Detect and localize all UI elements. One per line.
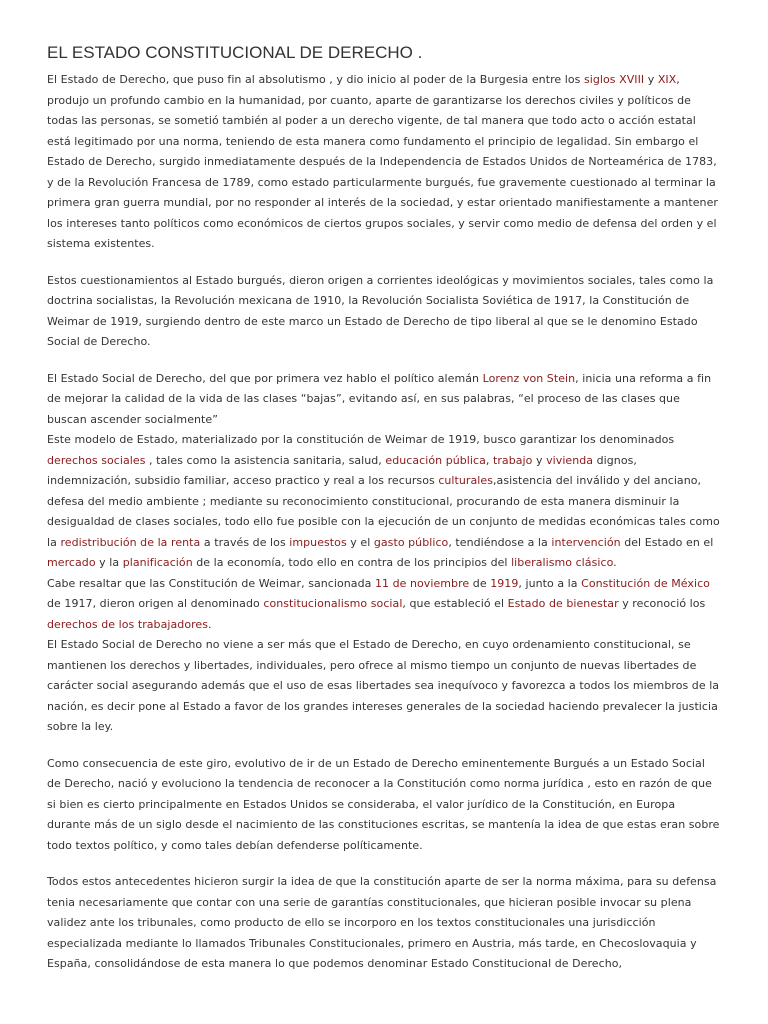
text-run: , junto a la	[518, 576, 582, 590]
inline-link[interactable]: 11 de noviembre	[374, 576, 470, 590]
document-body	[47, 70, 722, 975]
text-run: a través de los	[200, 535, 290, 549]
paragraph	[47, 369, 722, 431]
text-run: Estos cuestionamientos al Estado burgués, dieron origen a corrientes ideológicas y movimientos sociales, tales como la doctrina socialistas, la Revolución mexicana de 1910, la Revolución Socialista Soviética de 1917, la Constitución de Weimar de 1919, surgiendo dentro de este marco un Estado de Derecho de tipo liberal al que se le denomino Estado Social de Derecho.	[47, 273, 714, 348]
inline-link[interactable]: derechos de los trabajadores	[47, 617, 209, 631]
text-run: de	[469, 576, 491, 590]
inline-link[interactable]: 1919	[490, 576, 519, 590]
inline-link[interactable]: siglos XVIII	[583, 73, 645, 86]
text-run: El Estado de Derecho, que puso fin al absolutismo , y dio inicio al poder de la Burgesia entre los	[47, 73, 584, 86]
document-title: EL ESTADO CONSTITUCIONAL DE DERECHO .	[47, 43, 423, 62]
paragraph	[47, 754, 722, 857]
paragraph	[47, 271, 722, 353]
paragraph	[47, 635, 722, 738]
text-run: y la	[95, 556, 123, 569]
inline-link[interactable]: Estado de bienestar	[507, 597, 619, 610]
paragraph-gap	[47, 353, 722, 369]
inline-link[interactable]: trabajo	[493, 453, 533, 467]
paragraph-gap	[47, 255, 722, 271]
inline-link[interactable]: Constitución de México	[581, 576, 710, 590]
paragraph	[47, 430, 722, 574]
inline-link[interactable]: vivienda	[546, 453, 594, 467]
text-run: y reconoció los	[618, 597, 706, 610]
text-run: Cabe resaltar que las Constitución de Weimar, sancionada	[47, 576, 375, 590]
text-run: , tales como la asistencia sanitaria, salud,	[145, 453, 386, 467]
text-run: , tendiéndose a la	[448, 535, 552, 549]
text-run: del Estado en el	[620, 535, 714, 549]
inline-link[interactable]: gasto público	[373, 535, 449, 549]
text-run: El Estado Social de Derecho, del que por primera vez hablo el político alemán	[47, 371, 483, 385]
inline-link[interactable]: Lorenz von Stein	[482, 371, 576, 385]
inline-link[interactable]: derechos sociales	[47, 453, 146, 467]
inline-link[interactable]: educación pública	[385, 453, 486, 467]
text-run: y el	[346, 535, 374, 549]
text-run: .	[613, 556, 617, 569]
text-run: Este modelo de Estado, materializado por la constitución de Weimar de 1919, busco garantizar los denominados	[47, 433, 675, 446]
paragraph-gap	[47, 856, 722, 872]
text-run: , inicia una reforma a fin de mejorar la calidad de la vida de las clases “bajas”, evitando así, en sus palabras, “el proceso de las clases que buscan ascender socialmente”	[47, 371, 712, 426]
paragraph	[47, 70, 722, 255]
inline-link[interactable]: impuestos	[289, 535, 347, 549]
text-run: , produjo un profundo cambio en la humanidad, por cuanto, aparte de garantizarse los derechos civiles y políticos de todas las personas, se sometió también al poder a un derecho vigente, de tal manera que todo acto o acción estatal está legitimado por una norma, teniendo de esta manera como fundamento el principio de legalidad. Sin embargo el Estado de Derecho, surgido inmediatamente después de la Independencia de Estados Unidos de Norteamérica de 1783, y de la Revolución Francesa de 1789, como estado particularmente burgués, fue gravemente cuestionado al terminar la primera gran guerra mundial, por no responder al interés de la sociedad, y estar orientado manifiestamente a mantener los intereses tanto políticos como económicos de ciertos grupos sociales, y servir como medio de defensa del orden y el sistema existentes.	[47, 73, 718, 250]
text-run: ,asistencia del inválido y del anciano, defesa del medio ambiente ; mediante su reconocimiento constitucional, procurando de esta manera disminuir la desigualdad de clases sociales, todo ello fue posible con la ejecución de un conjunto de medidas económicas tales como la	[47, 474, 720, 549]
inline-link[interactable]: liberalismo clásico	[511, 556, 614, 569]
text-run: de la economía, todo ello en contra de los principios del	[192, 556, 512, 569]
text-run: , que estableció el	[402, 597, 508, 610]
text-run: ,	[485, 453, 493, 467]
inline-link[interactable]: planificación	[122, 556, 193, 569]
text-run: de 1917, dieron origen al denominado	[47, 597, 264, 610]
text-run: dignos, indemnización, subsidio familiar, acceso practico y real a los recursos	[47, 453, 637, 487]
text-run: Como consecuencia de este giro, evolutivo de ir de un Estado de Derecho eminentemente Burgués a un Estado Social de Derecho, nació y evoluciono la tendencia de reconocer a la Constitución como norma jurídica , esto en razón de que si bien es cierto principalmente en Estados Unidos se consideraba, el valor jurídico de la Constitución, en Europa durante más de un siglo desde el nacimiento de las constituciones escritas, se mantenía la idea de que estas eran sobre todo textos político, y como tales debían defenderse políticamente.	[47, 756, 720, 852]
inline-link[interactable]: redistribución de la renta	[60, 535, 201, 549]
text-run: y	[644, 73, 658, 86]
inline-link[interactable]: mercado	[47, 556, 96, 569]
inline-link[interactable]: intervención	[551, 535, 621, 549]
paragraph-gap	[47, 738, 722, 754]
text-run: .	[208, 617, 212, 631]
inline-link[interactable]: constitucionalismo social	[263, 597, 403, 610]
paragraph	[47, 574, 722, 636]
inline-link[interactable]: XIX	[657, 73, 677, 86]
paragraph	[47, 872, 722, 975]
inline-link[interactable]: culturales	[438, 474, 493, 487]
text-run: y	[532, 453, 547, 467]
text-run: Todos estos antecedentes hicieron surgir la idea de que la constitución aparte de ser la norma máxima, para su defensa tenia necesariamente que contar con una serie de garantías constitucionales, que hicieran posible invocar su plena validez ante los tribunales, como producto de ello se incorporo en los textos constitucionales una jurisdicción especializada mediante lo llamados Tribunales Constitucionales, primero en Austria, más tarde, en Checoslovaquia y España, consolidándose de esta manera lo que podemos denominar Estado Constitucional de Derecho,	[47, 875, 717, 970]
text-run: El Estado Social de Derecho no viene a ser más que el Estado de Derecho, en cuyo ordenamiento constitucional, se mantienen los derechos y libertades, individuales, pero ofrece al mismo tiempo un conjunto de nuevas libertades de carácter social asegurando además que el uso de esas libertades sea inequívoco y favorezca a todos los miembros de la nación, es decir pone al Estado a favor de los grandes intereses generales de la sociedad haciendo prevalecer la justicia sobre la ley.	[47, 638, 720, 733]
